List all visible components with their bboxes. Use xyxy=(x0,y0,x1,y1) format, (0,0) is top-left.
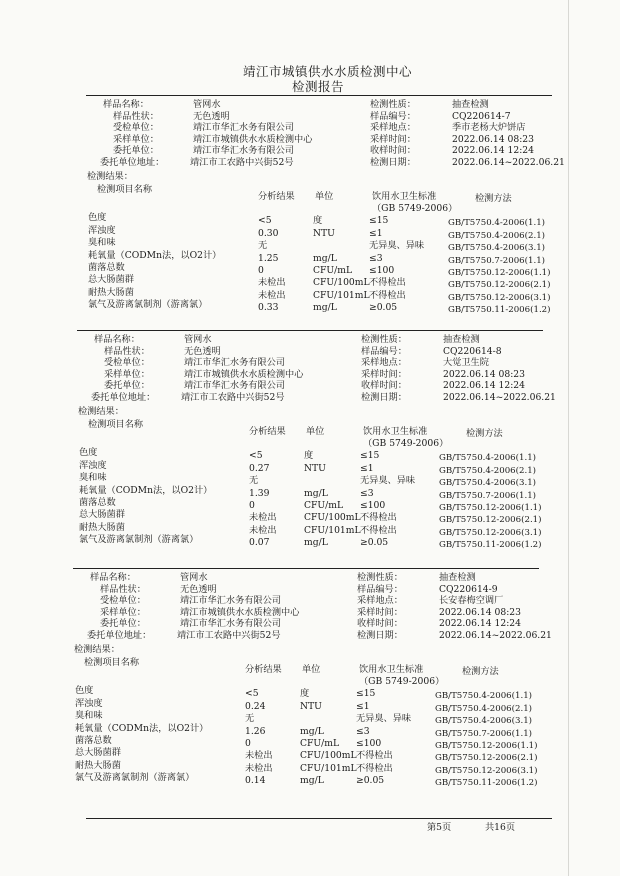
field-value-sample-no: CQ220614-9 xyxy=(439,583,498,595)
item-result: 无 xyxy=(249,475,259,486)
col-header-method: 检测方法 xyxy=(466,428,503,439)
item-standard: ≤15 xyxy=(369,215,389,226)
item-result: 未检出 xyxy=(258,290,286,301)
item-standard: ≤1 xyxy=(360,463,374,474)
item-unit: CFU/mL xyxy=(300,738,340,749)
field-label-sample-name: 样品名称： xyxy=(94,334,140,345)
results-label: 检测结果： xyxy=(74,644,120,655)
item-result: 0 xyxy=(258,265,264,276)
block-divider xyxy=(77,330,543,331)
col-header-item: 检测项目名称 xyxy=(97,184,153,195)
item-standard: ≤3 xyxy=(360,488,374,499)
field-label-inspected: 受检单位： xyxy=(104,357,150,368)
item-method: GB/T5750.12-2006(3.1) xyxy=(435,766,538,776)
field-label-sample-name: 样品名称： xyxy=(90,572,136,583)
col-header-standard: 饮用水卫生标准 xyxy=(372,191,437,202)
field-value-sampling-unit: 靖江市城镇供水水质检测中心 xyxy=(193,133,313,145)
col-header-method: 检测方法 xyxy=(475,193,512,204)
field-value-sampling-unit: 靖江市城镇供水水质检测中心 xyxy=(180,606,300,618)
item-method: GB/T5750.4-2006(2.1) xyxy=(435,704,533,714)
col-header-unit: 单位 xyxy=(315,191,334,202)
field-value-client-addr: 靖江市工农路中兴街52号 xyxy=(177,629,281,641)
item-result: 0.07 xyxy=(249,537,270,548)
item-result: 无 xyxy=(245,713,255,724)
item-standard: 不得检出 xyxy=(360,525,397,536)
field-label-sample-props: 样品性状： xyxy=(113,110,159,122)
item-unit: CFU/mL xyxy=(304,500,344,511)
field-label-sampling-time: 采样时间： xyxy=(357,606,403,618)
field-value-client-addr: 靖江市工农路中兴街52号 xyxy=(181,391,285,403)
item-unit: NTU xyxy=(300,701,322,712)
field-label-test-date: 检测日期： xyxy=(370,156,416,168)
field-label-client-addr: 委托单位地址： xyxy=(91,391,156,403)
item-name: 菌落总数 xyxy=(88,262,125,273)
field-label-client: 委托单位： xyxy=(100,618,146,629)
item-standard: ≤3 xyxy=(369,253,383,264)
field-label-test-type: 检测性质： xyxy=(370,99,416,110)
block-divider xyxy=(73,568,539,569)
field-value-sample-props: 无色透明 xyxy=(193,110,230,122)
col-header-standard-code: （GB 5749-2006） xyxy=(363,438,449,449)
item-unit: mg/L xyxy=(304,537,328,548)
item-standard: ≥0.05 xyxy=(356,775,385,786)
item-method: GB/T5750.12-2006(2.1) xyxy=(448,280,551,290)
field-value-client: 靖江市华汇水务有限公司 xyxy=(180,618,282,629)
item-name: 色度 xyxy=(75,685,94,696)
field-label-sample-props: 样品性状： xyxy=(100,583,146,595)
item-method: GB/T5750.12-2006(1.1) xyxy=(435,741,538,751)
field-label-inspected: 受检单位： xyxy=(113,122,159,133)
report-org-title: 靖江市城镇供水水质检测中心 xyxy=(243,64,413,79)
item-method: GB/T5750.4-2006(3.1) xyxy=(439,478,537,488)
item-unit: 度 xyxy=(300,688,310,699)
field-label-receive-time: 收样时间： xyxy=(357,618,403,629)
field-value-test-date: 2022.06.14~2022.06.21 xyxy=(452,156,565,168)
field-label-sample-name: 样品名称： xyxy=(103,99,149,110)
item-result: <5 xyxy=(245,688,259,699)
page-total: 共16页 xyxy=(485,822,516,833)
item-name: 氯气及游离氯制剂（游离氯） xyxy=(79,534,199,545)
field-value-sample-name: 管网水 xyxy=(180,572,208,583)
item-unit: CFU/mL xyxy=(313,265,353,276)
item-name: 氯气及游离氯制剂（游离氯） xyxy=(88,299,208,310)
item-name: 耐热大肠菌 xyxy=(88,287,134,298)
field-value-receive-time: 2022.06.14 12:24 xyxy=(452,145,535,156)
item-result: 未检出 xyxy=(245,750,273,761)
item-method: GB/T5750.11-2006(1.2) xyxy=(435,778,538,788)
item-name: 色度 xyxy=(79,447,98,458)
item-name: 耗氧量（CODMn法，以O2计） xyxy=(75,723,209,734)
item-name: 耐热大肠菌 xyxy=(75,760,121,771)
item-result: 未检出 xyxy=(258,277,286,288)
field-label-client: 委托单位： xyxy=(113,145,159,156)
results-label: 检测结果： xyxy=(78,406,124,417)
field-value-sample-name: 管网水 xyxy=(184,334,212,345)
item-name: 总大肠菌群 xyxy=(88,274,134,285)
item-standard: ≤15 xyxy=(356,688,376,699)
item-unit: CFU/100mL xyxy=(313,277,370,288)
item-standard: 不得检出 xyxy=(356,763,393,774)
item-unit: mg/L xyxy=(300,726,324,737)
field-label-client-addr: 委托单位地址： xyxy=(87,629,152,641)
field-label-inspected: 受检单位： xyxy=(100,595,146,606)
item-method: GB/T5750.4-2006(1.1) xyxy=(435,691,533,701)
field-label-test-type: 检测性质： xyxy=(357,572,403,583)
field-value-inspected: 靖江市华汇水务有限公司 xyxy=(193,122,295,133)
col-header-unit: 单位 xyxy=(306,426,325,437)
item-standard: ≤1 xyxy=(369,228,383,239)
item-standard: 无异臭、异味 xyxy=(369,240,425,251)
item-standard: ≤100 xyxy=(356,738,382,749)
field-label-test-type: 检测性质： xyxy=(361,334,407,345)
item-unit: 度 xyxy=(313,215,323,226)
field-value-test-date: 2022.06.14~2022.06.21 xyxy=(443,391,556,403)
item-result: 未检出 xyxy=(249,512,277,523)
item-name: 臭和味 xyxy=(75,710,103,721)
field-label-sampling-site: 采样地点： xyxy=(357,595,403,606)
item-unit: CFU/100mL xyxy=(300,750,357,761)
item-name: 浑浊度 xyxy=(79,460,107,471)
item-unit: NTU xyxy=(304,463,326,474)
field-label-sampling-unit: 采样单位： xyxy=(104,368,150,380)
item-unit: CFU/100mL xyxy=(304,512,361,523)
item-name: 浑浊度 xyxy=(88,225,116,236)
field-value-client: 靖江市华汇水务有限公司 xyxy=(193,145,295,156)
item-name: 总大肠菌群 xyxy=(75,747,121,758)
field-value-test-date: 2022.06.14~2022.06.21 xyxy=(439,629,552,641)
field-label-sample-no: 样品编号： xyxy=(370,110,416,122)
item-name: 总大肠菌群 xyxy=(79,509,125,520)
item-method: GB/T5750.12-2006(1.1) xyxy=(439,503,542,513)
item-standard: ≤100 xyxy=(369,265,395,276)
item-unit: CFU/101mL xyxy=(300,763,357,774)
item-unit: mg/L xyxy=(313,302,337,313)
item-method: GB/T5750.4-2006(3.1) xyxy=(435,716,533,726)
item-result: <5 xyxy=(249,450,263,461)
field-value-sample-props: 无色透明 xyxy=(180,583,217,595)
block-divider xyxy=(86,95,552,96)
field-value-test-type: 抽查检测 xyxy=(452,99,489,110)
col-header-unit: 单位 xyxy=(302,664,321,675)
item-result: 未检出 xyxy=(245,763,273,774)
field-label-sampling-unit: 采样单位： xyxy=(113,133,159,145)
field-value-sampling-site: 季市老杨大炉饼店 xyxy=(452,122,526,133)
item-standard: 无异臭、异味 xyxy=(360,475,416,486)
item-result: 1.25 xyxy=(258,253,279,264)
item-name: 色度 xyxy=(88,212,107,223)
item-method: GB/T5750.4-2006(3.1) xyxy=(448,243,546,253)
item-name: 臭和味 xyxy=(79,472,107,483)
item-name: 耗氧量（CODMn法，以O2计） xyxy=(88,250,222,261)
footer-rule xyxy=(86,818,552,819)
field-value-sample-name: 管网水 xyxy=(193,99,221,110)
item-result: 0 xyxy=(245,738,251,749)
item-result: 0.14 xyxy=(245,775,266,786)
item-result: 0.24 xyxy=(245,701,266,712)
field-label-test-date: 检测日期： xyxy=(357,629,403,641)
col-header-result: 分析结果 xyxy=(245,664,282,675)
item-method: GB/T5750.12-2006(2.1) xyxy=(439,515,542,525)
field-value-test-type: 抽查检测 xyxy=(439,572,476,583)
field-label-sampling-site: 采样地点： xyxy=(361,357,407,368)
field-value-sample-no: CQ220614-7 xyxy=(452,110,511,122)
item-name: 耐热大肠菌 xyxy=(79,522,125,533)
field-label-sample-props: 样品性状： xyxy=(104,345,150,357)
item-result: 0.33 xyxy=(258,302,279,313)
field-value-test-type: 抽查检测 xyxy=(443,334,480,345)
field-value-inspected: 靖江市华汇水务有限公司 xyxy=(184,357,286,368)
field-label-test-date: 检测日期： xyxy=(361,391,407,403)
item-standard: 不得检出 xyxy=(356,750,393,761)
field-value-client: 靖江市华汇水务有限公司 xyxy=(184,380,286,391)
item-standard: 不得检出 xyxy=(360,512,397,523)
item-result: 无 xyxy=(258,240,268,251)
field-value-client-addr: 靖江市工农路中兴街52号 xyxy=(190,156,294,168)
field-label-receive-time: 收样时间： xyxy=(361,380,407,391)
item-unit: mg/L xyxy=(300,775,324,786)
item-result: 未检出 xyxy=(249,525,277,536)
item-result: 0 xyxy=(249,500,255,511)
item-name: 臭和味 xyxy=(88,237,116,248)
item-standard: ≤1 xyxy=(356,701,370,712)
item-standard: 无异臭、异味 xyxy=(356,713,412,724)
col-header-item: 检测项目名称 xyxy=(88,419,144,430)
item-unit: NTU xyxy=(313,228,335,239)
item-standard: ≤100 xyxy=(360,500,386,511)
field-value-sampling-time: 2022.06.14 08:23 xyxy=(452,133,535,145)
item-method: GB/T5750.11-2006(1.2) xyxy=(448,305,551,315)
item-method: GB/T5750.7-2006(1.1) xyxy=(448,256,546,266)
field-value-sampling-time: 2022.06.14 08:23 xyxy=(439,606,522,618)
item-method: GB/T5750.4-2006(2.1) xyxy=(439,466,537,476)
item-unit: CFU/101mL xyxy=(304,525,361,536)
field-value-sample-no: CQ220614-8 xyxy=(443,345,502,357)
field-label-receive-time: 收样时间： xyxy=(370,145,416,156)
item-standard: 不得检出 xyxy=(369,290,406,301)
field-label-sample-no: 样品编号： xyxy=(357,583,403,595)
col-header-standard: 饮用水卫生标准 xyxy=(363,426,428,437)
item-unit: 度 xyxy=(304,450,314,461)
item-name: 菌落总数 xyxy=(75,735,112,746)
field-value-inspected: 靖江市华汇水务有限公司 xyxy=(180,595,282,606)
col-header-result: 分析结果 xyxy=(249,426,286,437)
field-value-sampling-unit: 靖江市城镇供水水质检测中心 xyxy=(184,368,304,380)
col-header-standard: 饮用水卫生标准 xyxy=(359,664,424,675)
item-method: GB/T5750.7-2006(1.1) xyxy=(439,491,537,501)
item-method: GB/T5750.12-2006(3.1) xyxy=(439,528,542,538)
item-unit: mg/L xyxy=(313,253,337,264)
item-name: 耗氧量（CODMn法，以O2计） xyxy=(79,485,213,496)
report-title: 检测报告 xyxy=(292,79,345,94)
field-label-sampling-time: 采样时间： xyxy=(370,133,416,145)
scan-edge-line xyxy=(568,0,569,876)
field-value-sampling-time: 2022.06.14 08:23 xyxy=(443,368,526,380)
col-header-result: 分析结果 xyxy=(258,191,295,202)
field-label-sampling-unit: 采样单位： xyxy=(100,606,146,618)
item-name: 氯气及游离氯制剂（游离氯） xyxy=(75,772,195,783)
item-standard: ≤3 xyxy=(356,726,370,737)
item-standard: ≥0.05 xyxy=(360,537,389,548)
col-header-item: 检测项目名称 xyxy=(84,657,140,668)
item-method: GB/T5750.12-2006(2.1) xyxy=(435,753,538,763)
item-unit: mg/L xyxy=(304,488,328,499)
item-standard: 不得检出 xyxy=(369,277,406,288)
item-standard: ≥0.05 xyxy=(369,302,398,313)
item-result: 0.30 xyxy=(258,228,279,239)
field-value-receive-time: 2022.06.14 12:24 xyxy=(439,618,522,629)
item-unit: CFU/101mL xyxy=(313,290,370,301)
item-method: GB/T5750.11-2006(1.2) xyxy=(439,540,542,550)
item-result: <5 xyxy=(258,215,272,226)
item-result: 0.27 xyxy=(249,463,270,474)
item-result: 1.26 xyxy=(245,726,266,737)
item-method: GB/T5750.4-2006(1.1) xyxy=(448,218,546,228)
field-label-sampling-time: 采样时间： xyxy=(361,368,407,380)
item-standard: ≤15 xyxy=(360,450,380,461)
item-name: 菌落总数 xyxy=(79,497,116,508)
item-method: GB/T5750.12-2006(1.1) xyxy=(448,268,551,278)
field-label-client: 委托单位： xyxy=(104,380,150,391)
col-header-standard-code: （GB 5749-2006） xyxy=(359,676,445,687)
field-label-sampling-site: 采样地点： xyxy=(370,122,416,133)
field-value-receive-time: 2022.06.14 12:24 xyxy=(443,380,526,391)
page-number: 第5页 xyxy=(427,822,452,833)
field-value-sampling-site: 大觉卫生院 xyxy=(443,357,489,368)
item-method: GB/T5750.4-2006(2.1) xyxy=(448,231,546,241)
item-method: GB/T5750.12-2006(3.1) xyxy=(448,293,551,303)
field-value-sampling-site: 长安春梅空调厂 xyxy=(439,595,504,606)
col-header-standard-code: （GB 5749-2006） xyxy=(372,203,458,214)
col-header-method: 检测方法 xyxy=(462,666,499,677)
item-method: GB/T5750.4-2006(1.1) xyxy=(439,453,537,463)
results-label: 检测结果： xyxy=(87,171,133,182)
item-result: 1.39 xyxy=(249,488,270,499)
item-name: 浑浊度 xyxy=(75,698,103,709)
field-label-client-addr: 委托单位地址： xyxy=(100,156,165,168)
field-label-sample-no: 样品编号： xyxy=(361,345,407,357)
field-value-sample-props: 无色透明 xyxy=(184,345,221,357)
item-method: GB/T5750.7-2006(1.1) xyxy=(435,729,533,739)
